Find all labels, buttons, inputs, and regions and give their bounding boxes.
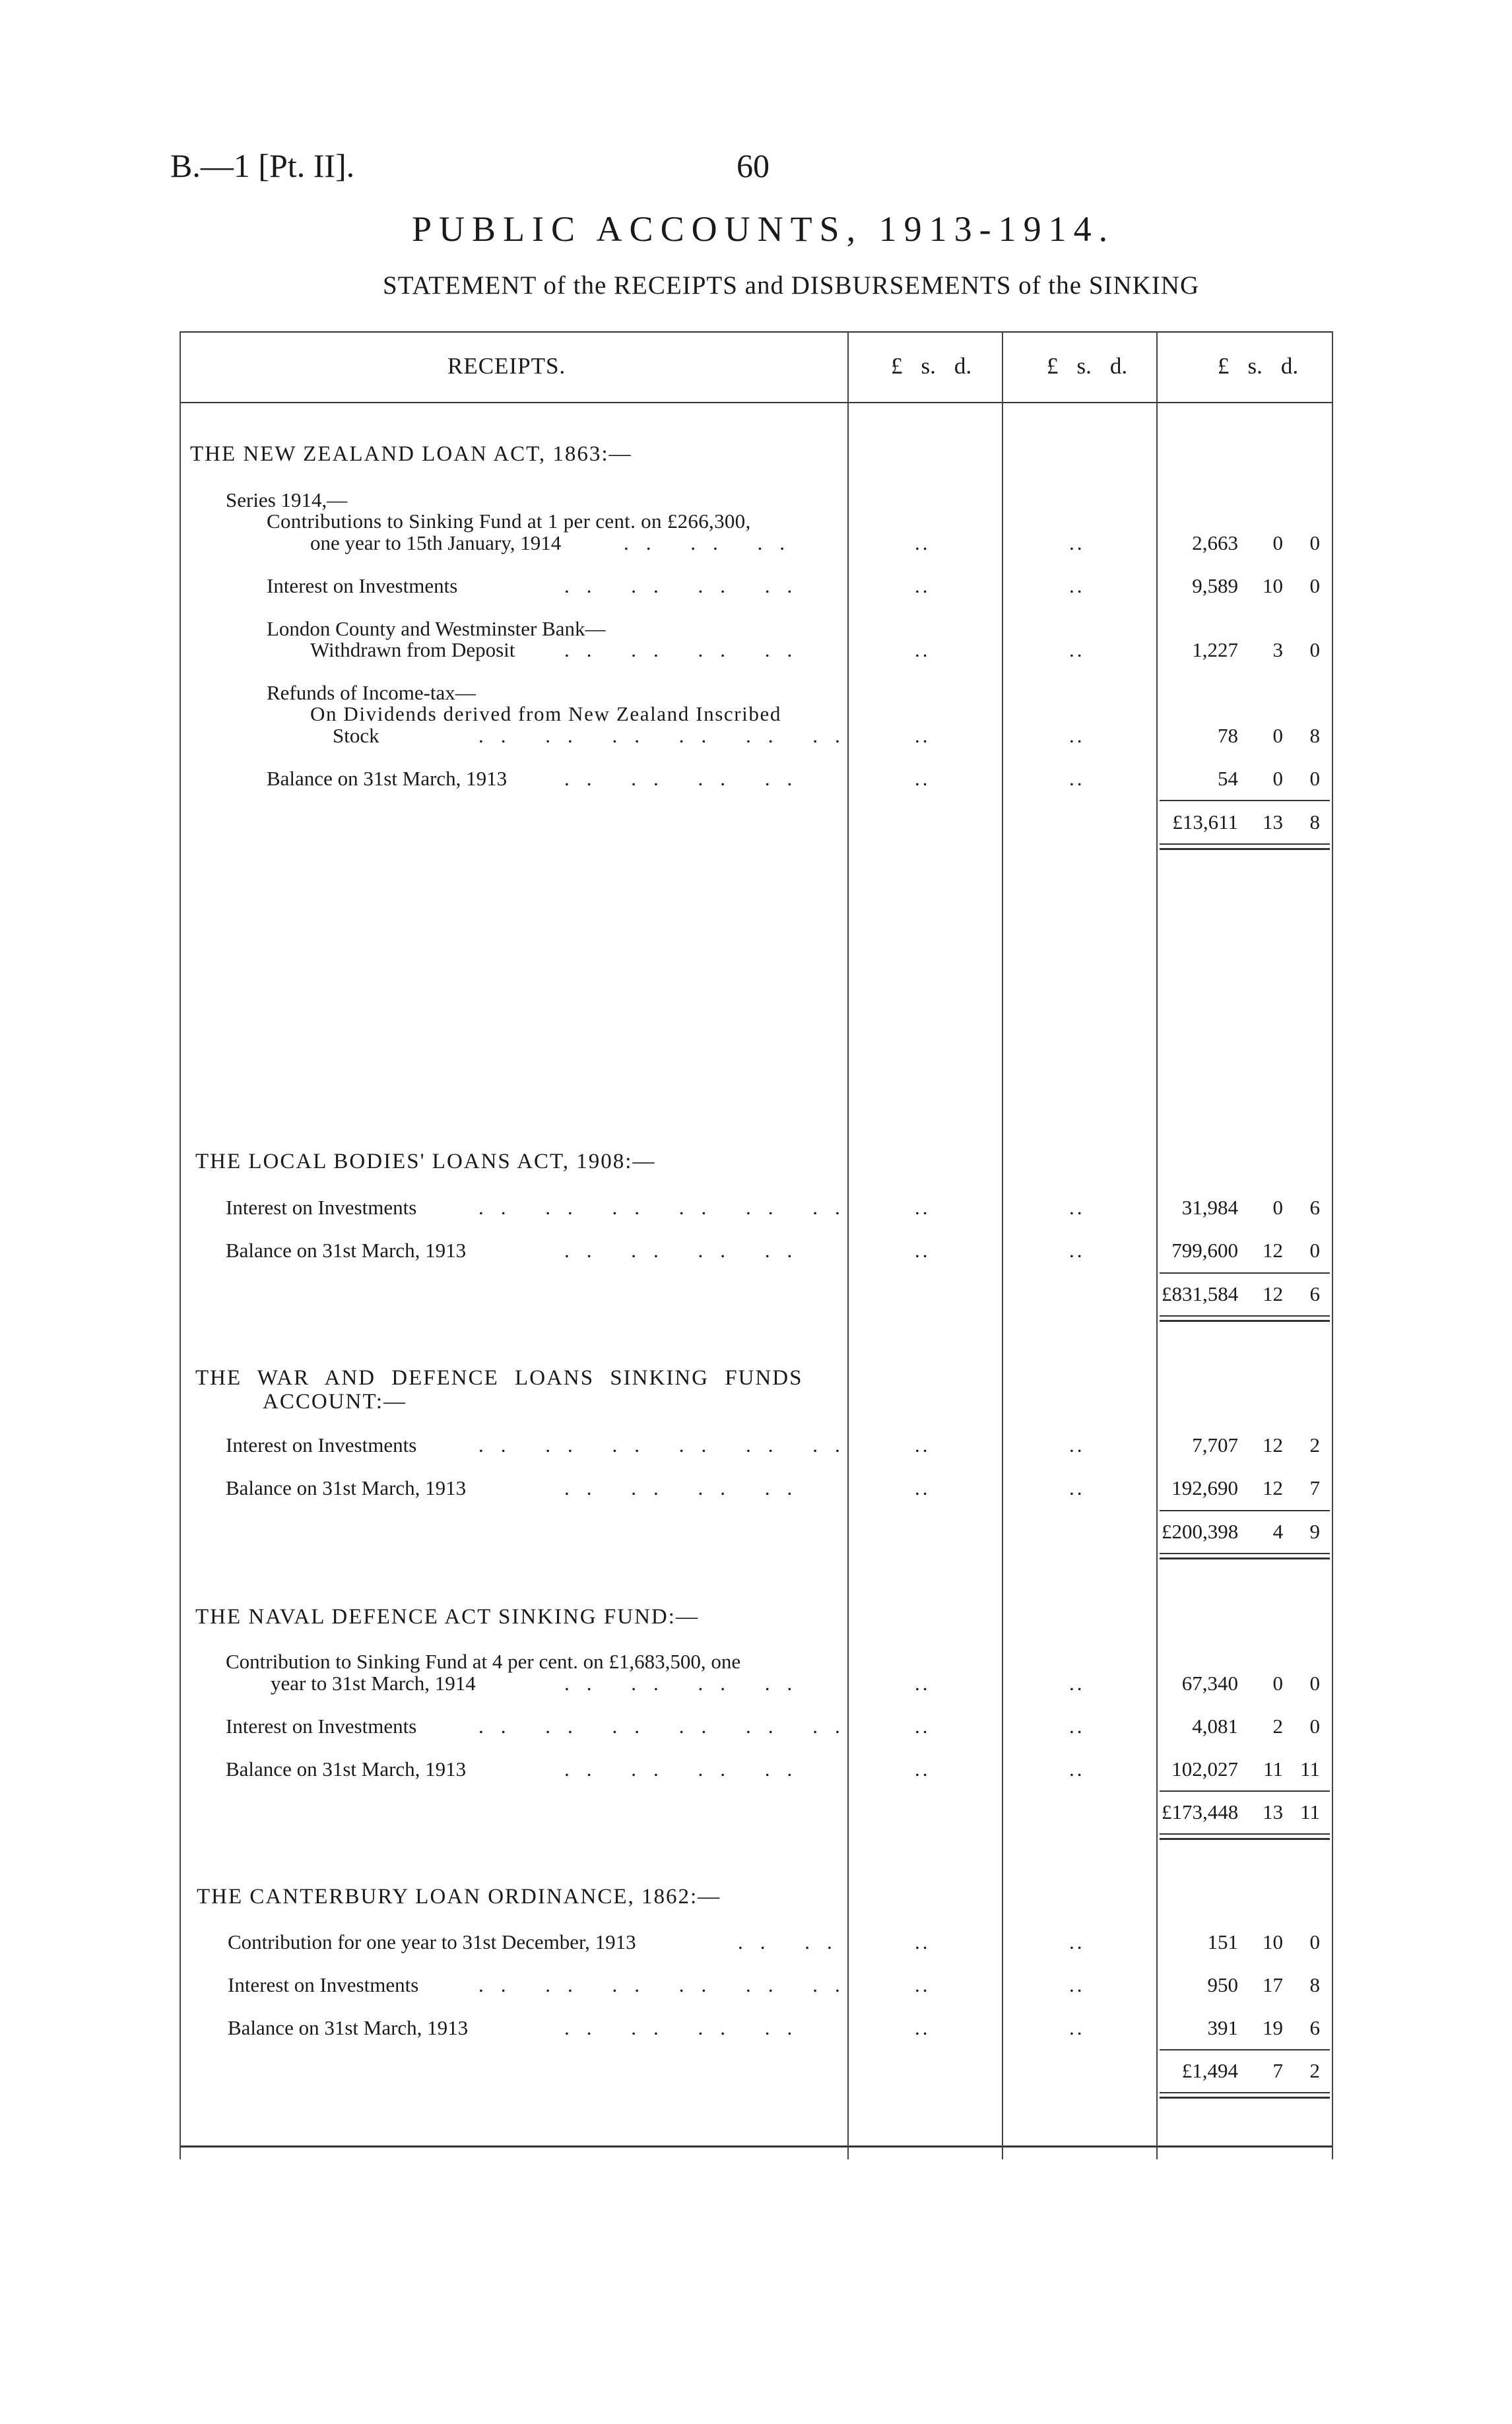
column-dots: .. (915, 1715, 931, 1738)
line-text: Contributions to Sinking Fund at 1 per cent. on £266,300, (267, 509, 751, 533)
leader-dots: .. .. .. .. .. .. (478, 1973, 857, 1996)
line-text: year to 31st March, 1914 (271, 1672, 476, 1695)
column-dots: .. (915, 1433, 931, 1457)
leader-dots: .. .. .. .. .. .. (478, 1196, 857, 1219)
line-text: Stock (333, 724, 379, 747)
amount-cell: 31,984 0 6 (1181, 1196, 1320, 1219)
total-double-rule (1160, 843, 1330, 850)
line-text: Interest on Investments (226, 1196, 417, 1219)
column-dots: .. (1069, 638, 1085, 661)
table-bottom-rule (180, 2146, 1333, 2147)
line-text: Balance on 31st March, 1913 (226, 1476, 467, 1499)
amount-cell: 102,027 11 11 (1171, 1757, 1320, 1781)
column2-unit-heading: £ s. d. (1047, 353, 1128, 379)
column-dots: .. (915, 2016, 931, 2039)
column-dots: .. (1069, 767, 1085, 790)
receipts-heading: RECEIPTS. (447, 353, 566, 379)
col-divider-right (1332, 331, 1333, 2159)
column-dots: .. (915, 1196, 931, 1219)
section-title-continued: ACCOUNT:— (263, 1390, 407, 1414)
leader-dots: .. .. .. .. (564, 767, 810, 790)
leader-dots: .. .. .. .. (564, 1757, 810, 1781)
line-text: Refunds of Income-tax— (267, 681, 476, 704)
line-text: London County and Westminster Bank— (267, 617, 606, 640)
line-text: Contribution to Sinking Fund at 4 per cent. on £1,683,500, one (226, 1650, 741, 1673)
amount-cell: 950 17 8 (1207, 1973, 1320, 1996)
amount-cell: 9,589 10 0 (1192, 574, 1320, 597)
column-dots: .. (915, 1476, 931, 1499)
column-dots: .. (1069, 1715, 1085, 1738)
column-dots: .. (1069, 1973, 1085, 1996)
section-total: £173,448 13 11 (1162, 1800, 1320, 1823)
section-title: THE WAR AND DEFENCE LOANS SINKING FUNDS (195, 1366, 803, 1390)
total-rule (1160, 1510, 1330, 1511)
column-dots: .. (915, 638, 931, 661)
total-double-rule (1160, 1553, 1330, 1559)
section-total: £1,494 7 2 (1181, 2059, 1320, 2082)
amount-cell: 192,690 12 7 (1171, 1476, 1320, 1499)
column-dots: .. (1069, 1433, 1085, 1457)
leader-dots: .. .. .. .. (564, 574, 810, 597)
section-total: £831,584 12 6 (1162, 1282, 1320, 1305)
amount-cell: 151 10 0 (1207, 1930, 1320, 1953)
amount-cell: 391 19 6 (1207, 2016, 1320, 2039)
section-total: £200,398 4 9 (1162, 1520, 1320, 1543)
column-dots: .. (1069, 2016, 1085, 2039)
column-dots: .. (915, 724, 931, 747)
line-text: Interest on Investments (226, 1433, 417, 1457)
leader-dots: .. .. (738, 1930, 849, 1953)
leader-dots: .. .. .. .. (564, 638, 810, 661)
line-text: Interest on Investments (226, 1715, 417, 1738)
column-dots: .. (915, 531, 931, 554)
total-rule (1160, 800, 1330, 801)
leader-dots: .. .. .. (624, 531, 802, 554)
total-rule (1160, 1272, 1330, 1274)
column-dots: .. (915, 767, 931, 790)
amount-cell: 2,663 0 0 (1192, 531, 1320, 554)
amount-cell: 78 0 8 (1218, 724, 1320, 747)
line-text: Balance on 31st March, 1913 (226, 1757, 467, 1781)
total-rule (1160, 2049, 1330, 2050)
section-title: THE NEW ZEALAND LOAN ACT, 1863:— (190, 442, 632, 466)
line-text: one year to 15th January, 1914 (310, 531, 562, 554)
column-dots: .. (915, 1973, 931, 1996)
col-divider-2 (1002, 331, 1003, 2159)
col-divider-1 (847, 331, 849, 2159)
leader-dots: .. .. .. .. .. .. (478, 1433, 857, 1457)
leader-dots: .. .. .. .. (564, 1239, 810, 1262)
line-text: Balance on 31st March, 1913 (267, 767, 508, 790)
table-top-rule (180, 331, 1333, 333)
line-text: Contribution for one year to 31st December, 1913 (228, 1930, 636, 1953)
leader-dots: .. .. .. .. .. .. (478, 1715, 857, 1738)
column-dots: .. (1069, 1757, 1085, 1781)
header-rule (180, 402, 1333, 403)
leader-dots: .. .. .. .. (564, 1672, 810, 1695)
line-text: Series 1914,— (226, 488, 348, 511)
page-title: PUBLIC ACCOUNTS, 1913-1914. (412, 209, 1115, 249)
total-double-rule (1160, 1315, 1330, 1322)
column-dots: .. (1069, 531, 1085, 554)
total-rule (1160, 1790, 1330, 1792)
leader-dots: .. .. .. .. (564, 1476, 810, 1499)
line-text: Balance on 31st March, 1913 (226, 1239, 467, 1262)
column3-unit-heading: £ s. d. (1218, 353, 1299, 379)
amount-cell: 1,227 3 0 (1192, 638, 1320, 661)
page-reference: B.—1 [Pt. II]. (170, 147, 355, 184)
total-double-rule (1160, 1833, 1330, 1840)
page-number: 60 (737, 147, 770, 184)
leader-dots: .. .. .. .. .. .. (478, 724, 857, 747)
column1-unit-heading: £ s. d. (891, 353, 972, 379)
col-divider-left (180, 331, 181, 2159)
column-dots: .. (1069, 1476, 1085, 1499)
leader-dots: .. .. .. .. (564, 2016, 810, 2039)
amount-cell: 799,600 12 0 (1171, 1239, 1320, 1262)
column-dots: .. (915, 574, 931, 597)
total-double-rule (1160, 2092, 1330, 2099)
section-title: THE LOCAL BODIES' LOANS ACT, 1908:— (195, 1150, 656, 1173)
line-text: Balance on 31st March, 1913 (228, 2016, 469, 2039)
statement-subtitle: STATEMENT of the RECEIPTS and DISBURSEMENTS of the SINKING (383, 271, 1200, 300)
column-dots: .. (1069, 574, 1085, 597)
column-dots: .. (1069, 1239, 1085, 1262)
col-divider-3 (1156, 331, 1158, 2159)
column-dots: .. (915, 1672, 931, 1695)
line-text: Interest on Investments (228, 1973, 419, 1996)
section-title: THE NAVAL DEFENCE ACT SINKING FUND:— (195, 1605, 699, 1629)
amount-cell: 4,081 2 0 (1192, 1715, 1320, 1738)
column-dots: .. (915, 1930, 931, 1953)
column-dots: .. (1069, 1930, 1085, 1953)
section-total: £13,611 13 8 (1172, 810, 1320, 834)
line-text: Interest on Investments (267, 574, 458, 597)
amount-cell: 7,707 12 2 (1192, 1433, 1320, 1457)
amount-cell: 67,340 0 0 (1181, 1672, 1320, 1695)
column-dots: .. (915, 1239, 931, 1262)
column-dots: .. (1069, 724, 1085, 747)
column-dots: .. (1069, 1196, 1085, 1219)
line-text: Withdrawn from Deposit (310, 638, 515, 661)
section-title: THE CANTERBURY LOAN ORDINANCE, 1862:— (197, 1885, 721, 1909)
column-dots: .. (1069, 1672, 1085, 1695)
amount-cell: 54 0 0 (1218, 767, 1320, 790)
column-dots: .. (915, 1757, 931, 1781)
line-text: On Dividends derived from New Zealand Inscribed (310, 702, 781, 725)
